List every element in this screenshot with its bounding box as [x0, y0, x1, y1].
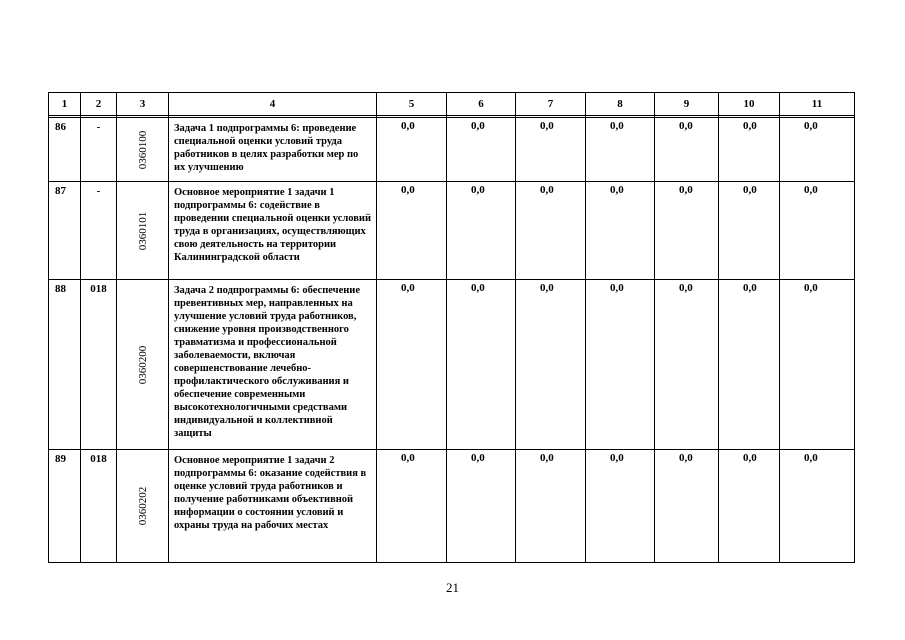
csr-code-cell	[117, 450, 169, 563]
value-cell: 0,0	[655, 182, 719, 280]
column-header: 5	[377, 93, 447, 116]
column-header: 11	[780, 93, 855, 116]
value-cell: 0,0	[586, 280, 655, 450]
value-cell: 0,0	[655, 280, 719, 450]
column-header: 3	[117, 93, 169, 116]
value-cell: 0,0	[655, 118, 719, 182]
value-cell: 0,0	[516, 182, 586, 280]
column-header: 8	[586, 93, 655, 116]
column-header: 1	[49, 93, 81, 116]
row-description: Задача 1 подпрограммы 6: проведение специальной оценки условий труда работников в целях разработки мер по их улучшению	[169, 118, 377, 182]
value-cell: 0,0	[780, 118, 855, 182]
grbs-code: -	[81, 118, 117, 182]
value-cell: 0,0	[780, 182, 855, 280]
value-cell: 0,0	[586, 118, 655, 182]
row-description: Задача 2 подпрограммы 6: обеспечение превентивных мер, направленных на улучшение условий труда работников, снижение уровня производственного травматизма и профессиональной заболеваемости, включая совершенствование лечебно-профилактического обслуживания и обеспечение современными высокотехнологичными средствами индивидуальной и коллективной защиты	[169, 280, 377, 450]
value-cell: 0,0	[719, 118, 780, 182]
csr-code-cell	[117, 118, 169, 182]
value-cell: 0,0	[377, 118, 447, 182]
value-cell: 0,0	[719, 280, 780, 450]
value-cell: 0,0	[377, 182, 447, 280]
row-number: 87	[49, 182, 81, 280]
value-cell: 0,0	[447, 182, 516, 280]
csr-code: 0360100	[136, 130, 149, 169]
page-number: 21	[446, 580, 459, 595]
csr-code: 0360101	[136, 211, 149, 250]
grbs-code: -	[81, 182, 117, 280]
table-row	[49, 182, 855, 280]
value-cell: 0,0	[516, 280, 586, 450]
budget-table	[48, 92, 855, 563]
row-number: 89	[49, 450, 81, 563]
row-number: 88	[49, 280, 81, 450]
value-cell: 0,0	[780, 450, 855, 563]
value-cell: 0,0	[447, 118, 516, 182]
header-row	[49, 93, 855, 116]
value-cell: 0,0	[377, 450, 447, 563]
column-header: 9	[655, 93, 719, 116]
value-cell: 0,0	[516, 450, 586, 563]
grbs-code: 018	[81, 280, 117, 450]
column-header: 4	[169, 93, 377, 116]
column-header: 2	[81, 93, 117, 116]
value-cell: 0,0	[447, 450, 516, 563]
value-cell: 0,0	[655, 450, 719, 563]
value-cell: 0,0	[586, 182, 655, 280]
value-cell: 0,0	[447, 280, 516, 450]
value-cell: 0,0	[586, 450, 655, 563]
column-header: 7	[516, 93, 586, 116]
grbs-code: 018	[81, 450, 117, 563]
value-cell: 0,0	[516, 118, 586, 182]
column-header: 10	[719, 93, 780, 116]
table-row	[49, 280, 855, 450]
table-row	[49, 450, 855, 563]
table-row	[49, 118, 855, 182]
value-cell: 0,0	[719, 450, 780, 563]
row-description: Основное мероприятие 1 задачи 1 подпрограммы 6: содействие в проведении специальной оценки условий труда в организациях, осуществляющих свою деятельность на территории Калининградской области	[169, 182, 377, 280]
value-cell: 0,0	[780, 280, 855, 450]
value-cell: 0,0	[719, 182, 780, 280]
csr-code: 0360200	[136, 345, 149, 384]
csr-code: 0360202	[136, 486, 149, 526]
column-header: 6	[447, 93, 516, 116]
row-number: 86	[49, 118, 81, 182]
csr-code-cell	[117, 280, 169, 450]
row-description: Основное мероприятие 1 задачи 2 подпрограммы 6: оказание содействия в оценке условий труда работников и получение работниками объективной информации о состоянии условий и охраны труда на рабочих местах	[169, 450, 377, 563]
value-cell: 0,0	[377, 280, 447, 450]
csr-code-cell	[117, 182, 169, 280]
